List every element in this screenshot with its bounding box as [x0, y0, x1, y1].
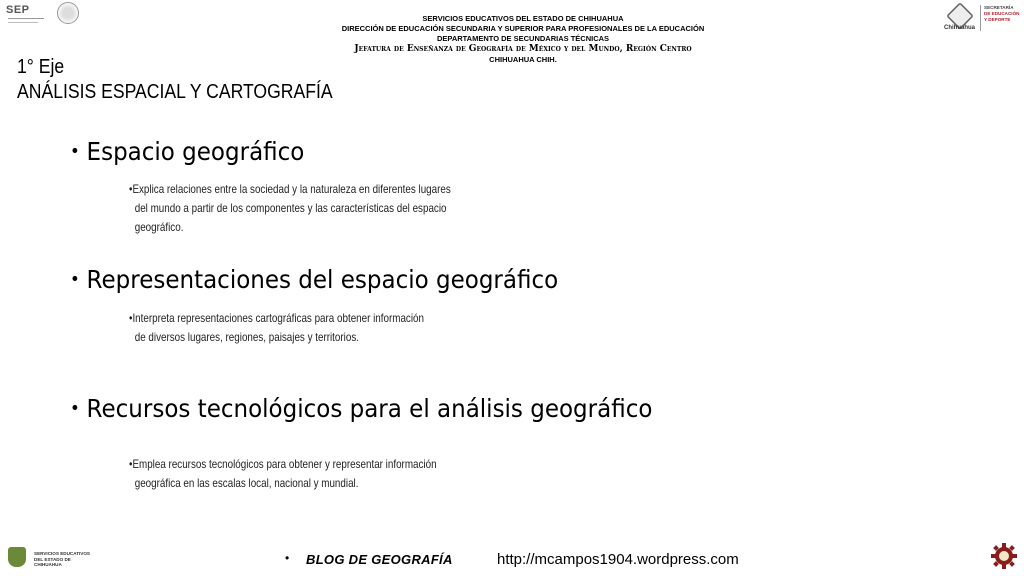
bullet-dot: • [70, 141, 80, 162]
institution-header [280, 14, 766, 65]
header-jefatura: Jefatura de Enseñanza de Geografía de México y del Mundo, Región Centro [354, 44, 692, 54]
header-city: CHIHUAHUA CHIH. [489, 55, 557, 64]
bullet-description-recursos: •Emplea recursos tecnológicos para obtener y representar información geográfica en las escalas local, nacional y mundial. [129, 457, 437, 490]
footer-bullet: • [285, 551, 290, 565]
chihuahua-logo [944, 3, 1020, 33]
header-line-1: SERVICIOS EDUCATIVOS DEL ESTADO DE CHIHUAHUA [422, 14, 624, 23]
chihuahua-logo-name: Chihuahua [944, 25, 975, 31]
header-line-3: DEPARTAMENTO DE SECUNDARIAS TÉCNICAS [436, 34, 610, 43]
bullet-dot: • [70, 269, 80, 290]
header-line-2: DIRECCIÓN DE EDUCACIÓN SECUNDARIA Y SUPERIOR PARA PROFESIONALES DE LA EDUCACIÓN [341, 24, 705, 33]
bullet-description-representaciones: •Interpreta representaciones cartográficas para obtener información de diversos lugares, regiones, paisajes y territorios. [129, 311, 424, 344]
mexico-seal-icon [57, 2, 79, 24]
gear-emblem-icon [990, 542, 1018, 570]
bullet-heading-representaciones: • Representaciones del espacio geográfico [70, 265, 559, 294]
bullet-dot: • [70, 398, 80, 419]
secretaria-label: SECRETARÍA DE EDUCACIÓN Y DEPORTE [984, 5, 1020, 22]
bullet-description-espacio: •Explica relaciones entre la sociedad y la naturaleza en diferentes lugares del mundo a partir de los componentes y las características del espacio geográfico. [129, 182, 451, 234]
seech-logo: SERVICIOS EDUCATIVOS DEL ESTADO DE CHIHUAHUA [6, 545, 96, 571]
seech-logo-icon [8, 547, 26, 567]
blog-url-link[interactable]: http://mcampos1904.wordpress.com [497, 551, 739, 568]
page-title: ANÁLISIS ESPACIAL Y CARTOGRAFÍA [17, 81, 333, 103]
bullet-heading-recursos: • Recursos tecnológicos para el análisis geográfico [70, 394, 653, 423]
sep-logo-text: SEP [6, 4, 30, 16]
axis-number: 1° Eje [17, 56, 65, 78]
blog-label: BLOG DE GEOGRAFÍA [306, 552, 453, 567]
bullet-heading-espacio: • Espacio geográfico [70, 137, 305, 166]
